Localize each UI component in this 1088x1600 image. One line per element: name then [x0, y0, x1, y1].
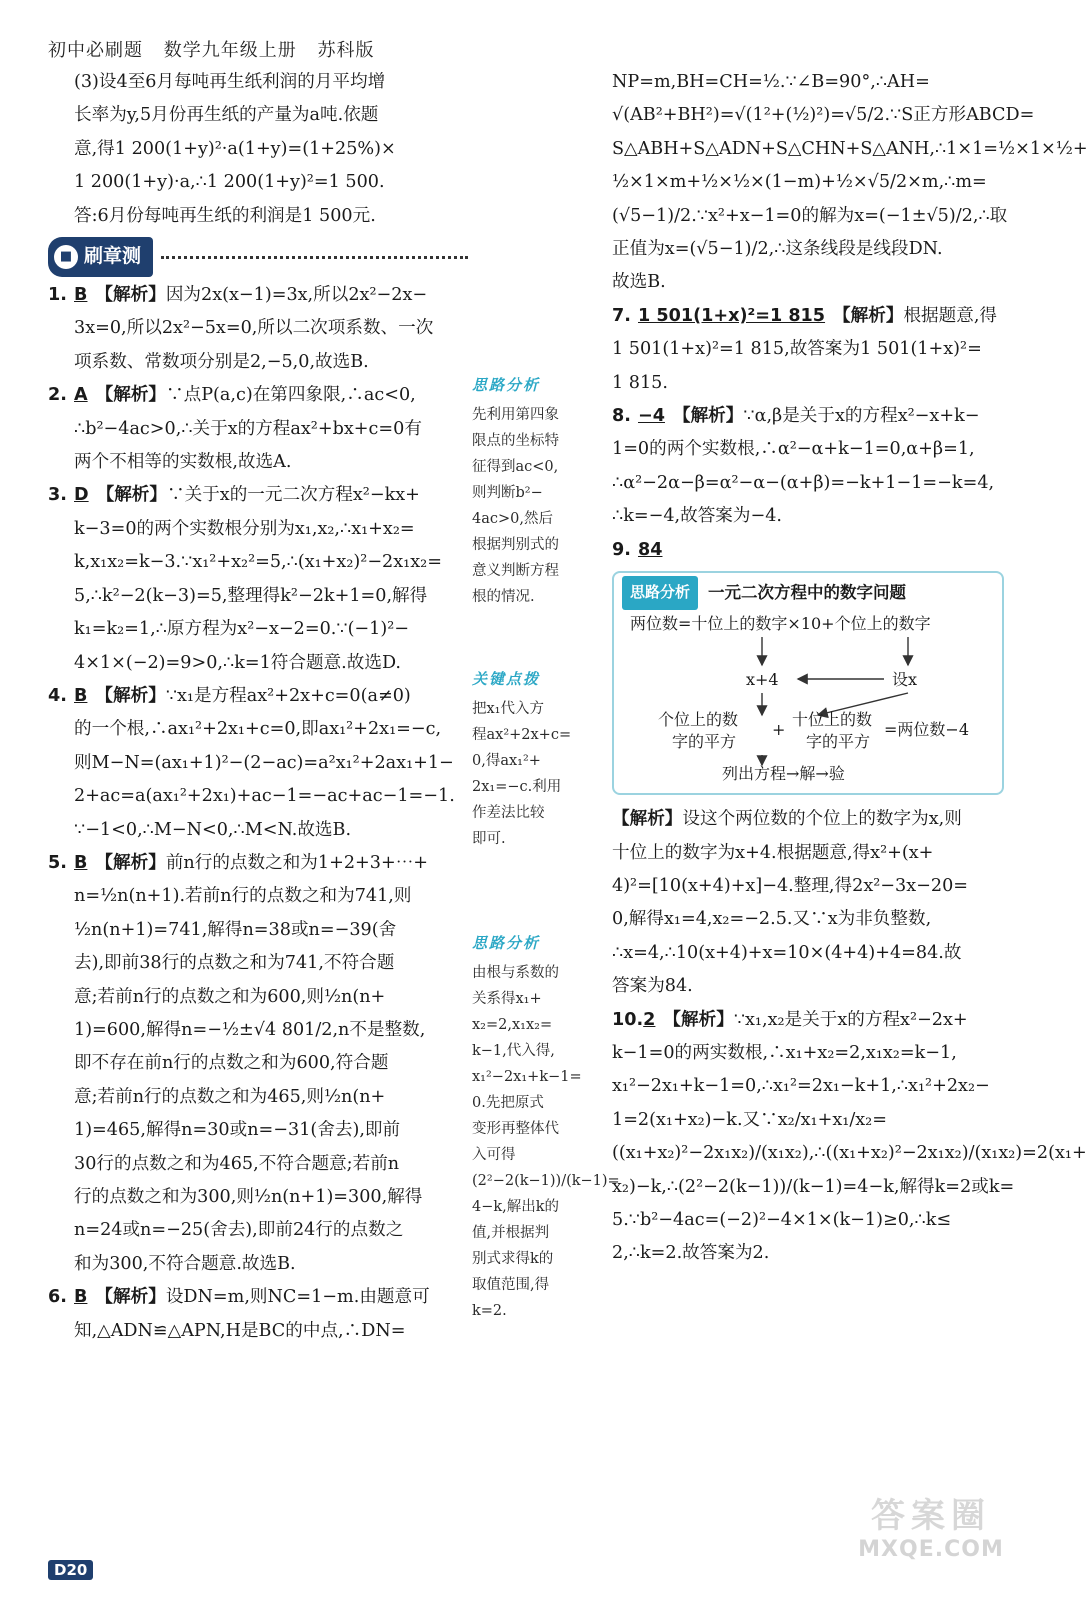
line-text: 答案为84. — [612, 976, 693, 997]
line-text: (3)设4至6月每吨再生纸利润的月平均增 — [74, 72, 386, 92]
line-text: n=½n(n+1).若前n行的点数之和为741,则 — [74, 886, 412, 907]
text-line — [612, 870, 1002, 903]
side-note-line: 把x₁代入方 — [472, 701, 544, 717]
text-line — [48, 580, 468, 613]
text-line — [48, 947, 468, 980]
side-note-line: (2²−2(k−1))/(k−1)= — [472, 1173, 620, 1189]
running-header — [48, 36, 468, 62]
side-note-line: 2x₁=−c.利用 — [472, 779, 562, 795]
question-number: 5. — [48, 852, 67, 873]
text-line — [48, 1181, 468, 1214]
text-line — [48, 166, 468, 199]
line-text: 设这个两位数的个位上的数字为x,则 — [682, 809, 962, 830]
side-note-line: 0,得ax₁²+ — [472, 753, 541, 769]
line-text: √(AB²+BH²)=√(1²+(½)²)=√5/2.∵S正方形ABCD= — [612, 105, 1035, 126]
text-line — [48, 546, 468, 579]
text-line — [612, 1204, 1002, 1237]
line-text: ½×1×m+½×½×(1−m)+½×√5/2×m,∴m= — [612, 172, 987, 193]
question-number: 6. — [48, 1287, 67, 1308]
line-text: 1 501(1+x)²=1 815,故答案为1 501(1+x)²= — [612, 339, 982, 360]
text-line — [612, 970, 1002, 1003]
text-line — [612, 837, 1002, 870]
text-line — [612, 400, 1002, 433]
line-text: 因为2x(x−1)=3x,所以2x²−2x− — [165, 285, 428, 306]
line-text: 设DN=m,则NC=1−m.由题意可 — [165, 1287, 430, 1308]
line-text: ∵x₁是方程ax²+2x+c=0(a≠0) — [165, 685, 411, 706]
line-text: ∴b²−4ac>0,∴关于x的方程ax²+bx+c=0有 — [74, 418, 422, 439]
text-line — [48, 1114, 468, 1147]
line-text: x₂)−k,∴(2²−2(k−1))/(k−1)=4−k,解得k=2或k= — [612, 1176, 1015, 1197]
section-title: 刷章测 — [84, 245, 142, 268]
line-text: 1 815. — [612, 372, 668, 393]
question-number: 8. — [612, 406, 631, 427]
analysis-tag: 【解析】 — [612, 809, 683, 830]
side-note-line: 限点的坐标特 — [472, 433, 559, 449]
text-line — [612, 467, 1002, 500]
text-line — [612, 133, 1088, 166]
line-text: 行的点数之和为300,则½n(n+1)=300,解得 — [74, 1187, 423, 1207]
text-line — [48, 346, 468, 379]
line-text: ½n(n+1)=741,解得n=38或n=−39(舍 — [74, 919, 397, 940]
analysis-tag: 【解析】 — [95, 852, 166, 873]
text-line — [48, 780, 468, 813]
line-text: ∵关于x的一元二次方程x²−kx+ — [167, 485, 420, 506]
line-text: 去),即前38行的点数之和为741,不符合题 — [74, 953, 395, 974]
line-text: ∵x₁,x₂是关于x的方程x²−2x+ — [733, 1009, 968, 1030]
text-line — [612, 166, 1002, 199]
right-column — [612, 66, 1088, 1271]
line-text: ∴α²−2α−β=α²−α−(α+β)=−k+1−1=−k=4, — [612, 472, 995, 493]
text-line — [612, 1137, 1087, 1170]
book-name: 初中必刷题 — [48, 40, 143, 61]
line-text: 根据题意,得 — [903, 305, 997, 326]
side-note-line: x₂=2,x₁x₂= — [472, 1017, 553, 1033]
section-badge — [48, 237, 153, 276]
line-text: ∵α,β是关于x的方程x²−x+k− — [743, 406, 980, 427]
text-line — [48, 747, 468, 780]
line-text: k,x₁x₂=k−3.∵x₁²+x₂²=5,∴(x₁+x₂)²−2x₁x₂= — [74, 552, 442, 573]
analysis-tag: 【解析】 — [672, 406, 744, 427]
side-note-title: 思路分析 — [472, 934, 541, 952]
diagram-tens-expression: x+4 — [746, 670, 779, 690]
text-line — [612, 903, 1002, 936]
line-text: 5.∵b²−4ac=(−2)²−4×1×(k−1)≥0,∴k≤ — [612, 1209, 952, 1230]
analysis-tag: 【解析】 — [833, 305, 904, 326]
diagram-rhs: =两位数−4 — [884, 720, 969, 740]
line-text: 十位上的数字为x+4.根据题意,得x²+(x+ — [612, 842, 934, 863]
line-text: 1=2(x₁+x₂)−k.又∵x₂/x₁+x₁/x₂= — [612, 1109, 887, 1130]
text-line — [48, 1248, 468, 1281]
question-number: 1. — [48, 285, 67, 306]
line-text: 4×1×(−2)=9>0,∴k=1符合题意.故选D. — [74, 652, 402, 673]
text-line — [48, 1315, 468, 1348]
text-line — [48, 914, 468, 947]
question-number: 7. — [612, 305, 631, 326]
text-line — [612, 66, 1002, 99]
text-line — [612, 1070, 1002, 1103]
text-line — [48, 1214, 468, 1247]
side-note-line: 变形再整体代 — [472, 1121, 559, 1137]
text-line — [612, 433, 1002, 466]
text-line — [612, 1037, 1002, 1070]
line-text: k−3=0的两个实数根分别为x₁,x₂,∴x₁+x₂= — [74, 518, 415, 539]
text-line — [612, 803, 1002, 836]
side-note-line: 根的情况. — [472, 589, 535, 605]
line-text: ∴x=4,∴10(x+4)+x=10×(4+4)+4=84.故 — [612, 942, 962, 963]
text-line — [48, 479, 468, 512]
side-note — [472, 372, 584, 610]
side-note-line: 取值范围,得 — [472, 1277, 550, 1293]
line-text: 的一个根,∴ax₁²+2x₁+c=0,即ax₁²+2x₁=−c, — [74, 719, 442, 740]
watermark-logo-text: 答案圈 — [871, 1496, 991, 1536]
line-text: 和为300,不符合题意.故选B. — [74, 1253, 296, 1274]
line-text: 1 200(1+y)·a,∴1 200(1+y)²=1 500. — [74, 172, 385, 193]
line-text: 前n行的点数之和为1+2+3+⋯+ — [165, 852, 429, 873]
side-note-line: 别式求得k的 — [472, 1251, 554, 1267]
side-note-line: x₁²−2x₁+k−1= — [472, 1069, 582, 1085]
line-text: 即不存在前n行的点数之和为600,符合题 — [74, 1053, 389, 1074]
text-line — [612, 333, 1002, 366]
diagram-title: 一元二次方程中的数字问题 — [708, 583, 907, 603]
answer: B — [74, 685, 88, 706]
dotted-rule — [161, 255, 468, 259]
line-text: 4)²=[10(x+4)+x]−4.整理,得2x²−3x−20= — [612, 875, 969, 896]
line-text: 意,得1 200(1+y)²·a(1+y)=(1+25%)× — [74, 138, 396, 159]
line-text: 1)=600,解得n=−½±√4 801/2,n不是整数, — [74, 1019, 426, 1040]
diagram-tag: 思路分析 — [622, 576, 698, 609]
side-note — [472, 930, 620, 1324]
line-text: 知,△ADN≌△APN,H是BC的中点,∴DN= — [74, 1320, 406, 1341]
analysis-tag: 【解析】 — [95, 285, 166, 306]
text-line — [48, 1281, 468, 1314]
side-note-line: 0.先把原式 — [472, 1095, 544, 1111]
line-text: S△ABH+S△ADN+S△CHN+S△ANH,∴1×1=½×1×½+ — [612, 138, 1088, 159]
side-note-line: 关系得x₁+ — [472, 991, 542, 1007]
diagram-tens-square-1: 十位上的数 — [792, 710, 873, 730]
line-text: NP=m,BH=CH=½.∵∠B=90°,∴AH= — [612, 72, 930, 92]
text-line — [48, 66, 468, 99]
line-text: 意;若前n行的点数之和为600,则½n(n+ — [74, 986, 386, 1007]
side-note-line: k=2. — [472, 1303, 507, 1319]
text-line — [612, 233, 1002, 266]
diagram-svg — [622, 607, 992, 783]
diagram-units-square-1: 个位上的数 — [658, 710, 739, 730]
answer: B — [74, 285, 88, 306]
text-line — [612, 1004, 1002, 1037]
answer: 1 501(1+x)²=1 815 — [638, 305, 826, 326]
text-line — [612, 534, 1002, 567]
line-text: 正值为x=(√5−1)/2,∴这条线段是线段DN. — [612, 239, 943, 260]
line-text: 2,∴k=2.故答案为2. — [612, 1243, 770, 1264]
text-line — [48, 413, 468, 446]
side-note-title: 关键点拨 — [472, 670, 541, 688]
side-note-line: 意义判断方程 — [472, 563, 559, 579]
answer: −4 — [638, 406, 665, 427]
line-text: x₁²−2x₁+k−1=0,∴x₁²=2x₁−k+1,∴x₁²+2x₂− — [612, 1076, 990, 1097]
question-number: 3. — [48, 485, 67, 506]
line-text: 2+ac=a(ax₁²+2x₁)+ac−1=−ac+ac−1=−1. — [74, 786, 455, 807]
section-heading — [48, 237, 468, 277]
side-note — [472, 666, 584, 852]
analysis-tag: 【解析】 — [95, 685, 166, 706]
text-line — [612, 367, 1002, 400]
text-line — [48, 513, 468, 546]
text-line — [48, 133, 468, 166]
line-text: 1=0的两个实数根,∴α²−α+k−1=0,α+β=1, — [612, 439, 975, 460]
diagram-let-x: 设x — [892, 670, 918, 690]
side-note-line: 值,并根据判 — [472, 1225, 550, 1241]
text-line — [612, 300, 1002, 333]
line-text: ((x₁+x₂)²−2x₁x₂)/(x₁x₂),∴((x₁+x₂)²−2x₁x₂)/(x₁x₂)=2(x₁+ — [612, 1143, 1087, 1164]
diagram-steps: 列出方程→解→验 — [722, 764, 845, 784]
text-line — [48, 99, 468, 132]
text-line — [48, 647, 468, 680]
text-line — [612, 99, 1035, 132]
text-line — [612, 1237, 1002, 1270]
text-line — [48, 1014, 468, 1047]
line-text: n=24或n=−25(舍去),即前24行的点数之 — [74, 1220, 404, 1241]
edition-name: 苏科版 — [317, 40, 375, 61]
question-number: 4. — [48, 685, 67, 706]
line-text: 0,解得x₁=4,x₂=−2.5.又∵x为非负整数, — [612, 909, 932, 930]
text-line — [48, 312, 468, 345]
side-note-line: 入可得 — [472, 1147, 516, 1163]
line-text: 则M−N=(ax₁+1)²−(2−ac)=a²x₁²+2ax₁+1− — [74, 752, 454, 773]
line-text: ∵−1<0,∴M−N<0,∴M<N.故选B. — [74, 819, 352, 840]
diagram-tens-square-2: 字的平方 — [806, 732, 871, 752]
text-line — [612, 1104, 1002, 1137]
line-text: 项系数、常数项分别是2,−5,0,故选B. — [74, 351, 369, 372]
question-number: 2. — [48, 385, 67, 406]
thinking-diagram — [612, 571, 1004, 795]
text-line — [612, 200, 1008, 233]
text-line — [612, 500, 1002, 533]
page-number: D20 — [48, 1560, 93, 1580]
text-line — [48, 279, 468, 312]
side-note-line: 先利用第四象 — [472, 407, 559, 423]
text-line — [612, 937, 1002, 970]
question-number: 10. — [612, 1009, 644, 1030]
answer: B — [74, 852, 88, 873]
side-note-line: 则判断b²− — [472, 485, 543, 501]
analysis-tag: 【解析】 — [95, 385, 167, 406]
book-icon: ■ — [54, 245, 78, 269]
side-note-line: 由根与系数的 — [472, 965, 559, 981]
answer: 2 — [643, 1009, 656, 1030]
text-line — [48, 1047, 468, 1080]
side-note-line: 即可. — [472, 831, 506, 847]
left-column — [48, 66, 468, 1348]
text-line — [612, 266, 1002, 299]
side-note-line: 程ax²+2x+c= — [472, 727, 572, 743]
answer: 84 — [638, 539, 663, 560]
line-text: 两个不相等的实数根,故选A. — [74, 452, 292, 473]
text-line — [48, 880, 468, 913]
line-text: ∴k=−4,故答案为−4. — [612, 506, 783, 527]
analysis-tag: 【解析】 — [663, 1009, 734, 1030]
diagram-header — [622, 579, 994, 607]
text-line — [48, 680, 468, 713]
answer: B — [74, 1287, 88, 1308]
side-note-line: k−1,代入得, — [472, 1043, 555, 1059]
text-line — [612, 1171, 1015, 1204]
line-text: (√5−1)/2.∵x²+x−1=0的解为x=(−1±√5)/2,∴取 — [612, 205, 1008, 226]
answer: A — [74, 385, 88, 406]
text-line — [48, 847, 468, 880]
line-text: 故选B. — [612, 272, 666, 293]
text-line — [48, 713, 468, 746]
question-number: 9. — [612, 539, 631, 560]
line-text: 1)=465,解得n=30或n=−31(舍去),即前 — [74, 1120, 401, 1141]
text-line — [48, 1148, 468, 1181]
text-line — [48, 200, 468, 233]
answer: D — [74, 485, 89, 506]
text-line — [48, 1081, 468, 1114]
analysis-tag: 【解析】 — [96, 485, 167, 506]
text-line — [48, 446, 468, 479]
analysis-tag: 【解析】 — [95, 1287, 166, 1308]
line-text: 3x=0,所以2x²−5x=0,所以二次项系数、一次 — [74, 318, 434, 339]
side-note-line: 4ac>0,然后 — [472, 511, 553, 527]
subject-name: 数学九年级上册 — [163, 40, 297, 61]
side-note-line: 4−k,解出k的 — [472, 1199, 560, 1215]
diagram-top-formula: 两位数=十位上的数字×10+个位上的数字 — [630, 614, 931, 634]
line-text: 长率为y,5月份再生纸的产量为a吨.依题 — [74, 105, 379, 126]
line-text: k−1=0的两实数根,∴x₁+x₂=2,x₁x₂=k−1, — [612, 1042, 957, 1063]
line-text: 答:6月份每吨再生纸的利润是1 500元. — [74, 205, 376, 226]
watermark-url: MXQE.COM — [858, 1537, 1004, 1562]
text-line — [48, 981, 468, 1014]
watermark — [846, 1488, 1016, 1562]
text-line — [48, 379, 468, 412]
side-note-line: 作差法比较 — [472, 805, 545, 821]
line-text: ∵点P(a,c)在第四象限,∴ac<0, — [166, 385, 416, 406]
side-note-line: 征得到ac<0, — [472, 459, 559, 475]
text-line — [48, 814, 468, 847]
side-note-line: 根据判别式的 — [472, 537, 559, 553]
diagram-units-square-2: 字的平方 — [672, 732, 737, 752]
side-note-title: 思路分析 — [472, 376, 541, 394]
line-text: 30行的点数之和为465,不符合题意;若前n — [74, 1153, 400, 1174]
line-text: 5,∴k²−2(k−3)=5,整理得k²−2k+1=0,解得 — [74, 585, 428, 606]
line-text: k₁=k₂=1,∴原方程为x²−x−2=0.∵(−1)²− — [74, 619, 410, 640]
diagram-plus: + — [772, 720, 786, 740]
text-line — [48, 613, 468, 646]
line-text: 意;若前n行的点数之和为465,则½n(n+ — [74, 1086, 386, 1107]
